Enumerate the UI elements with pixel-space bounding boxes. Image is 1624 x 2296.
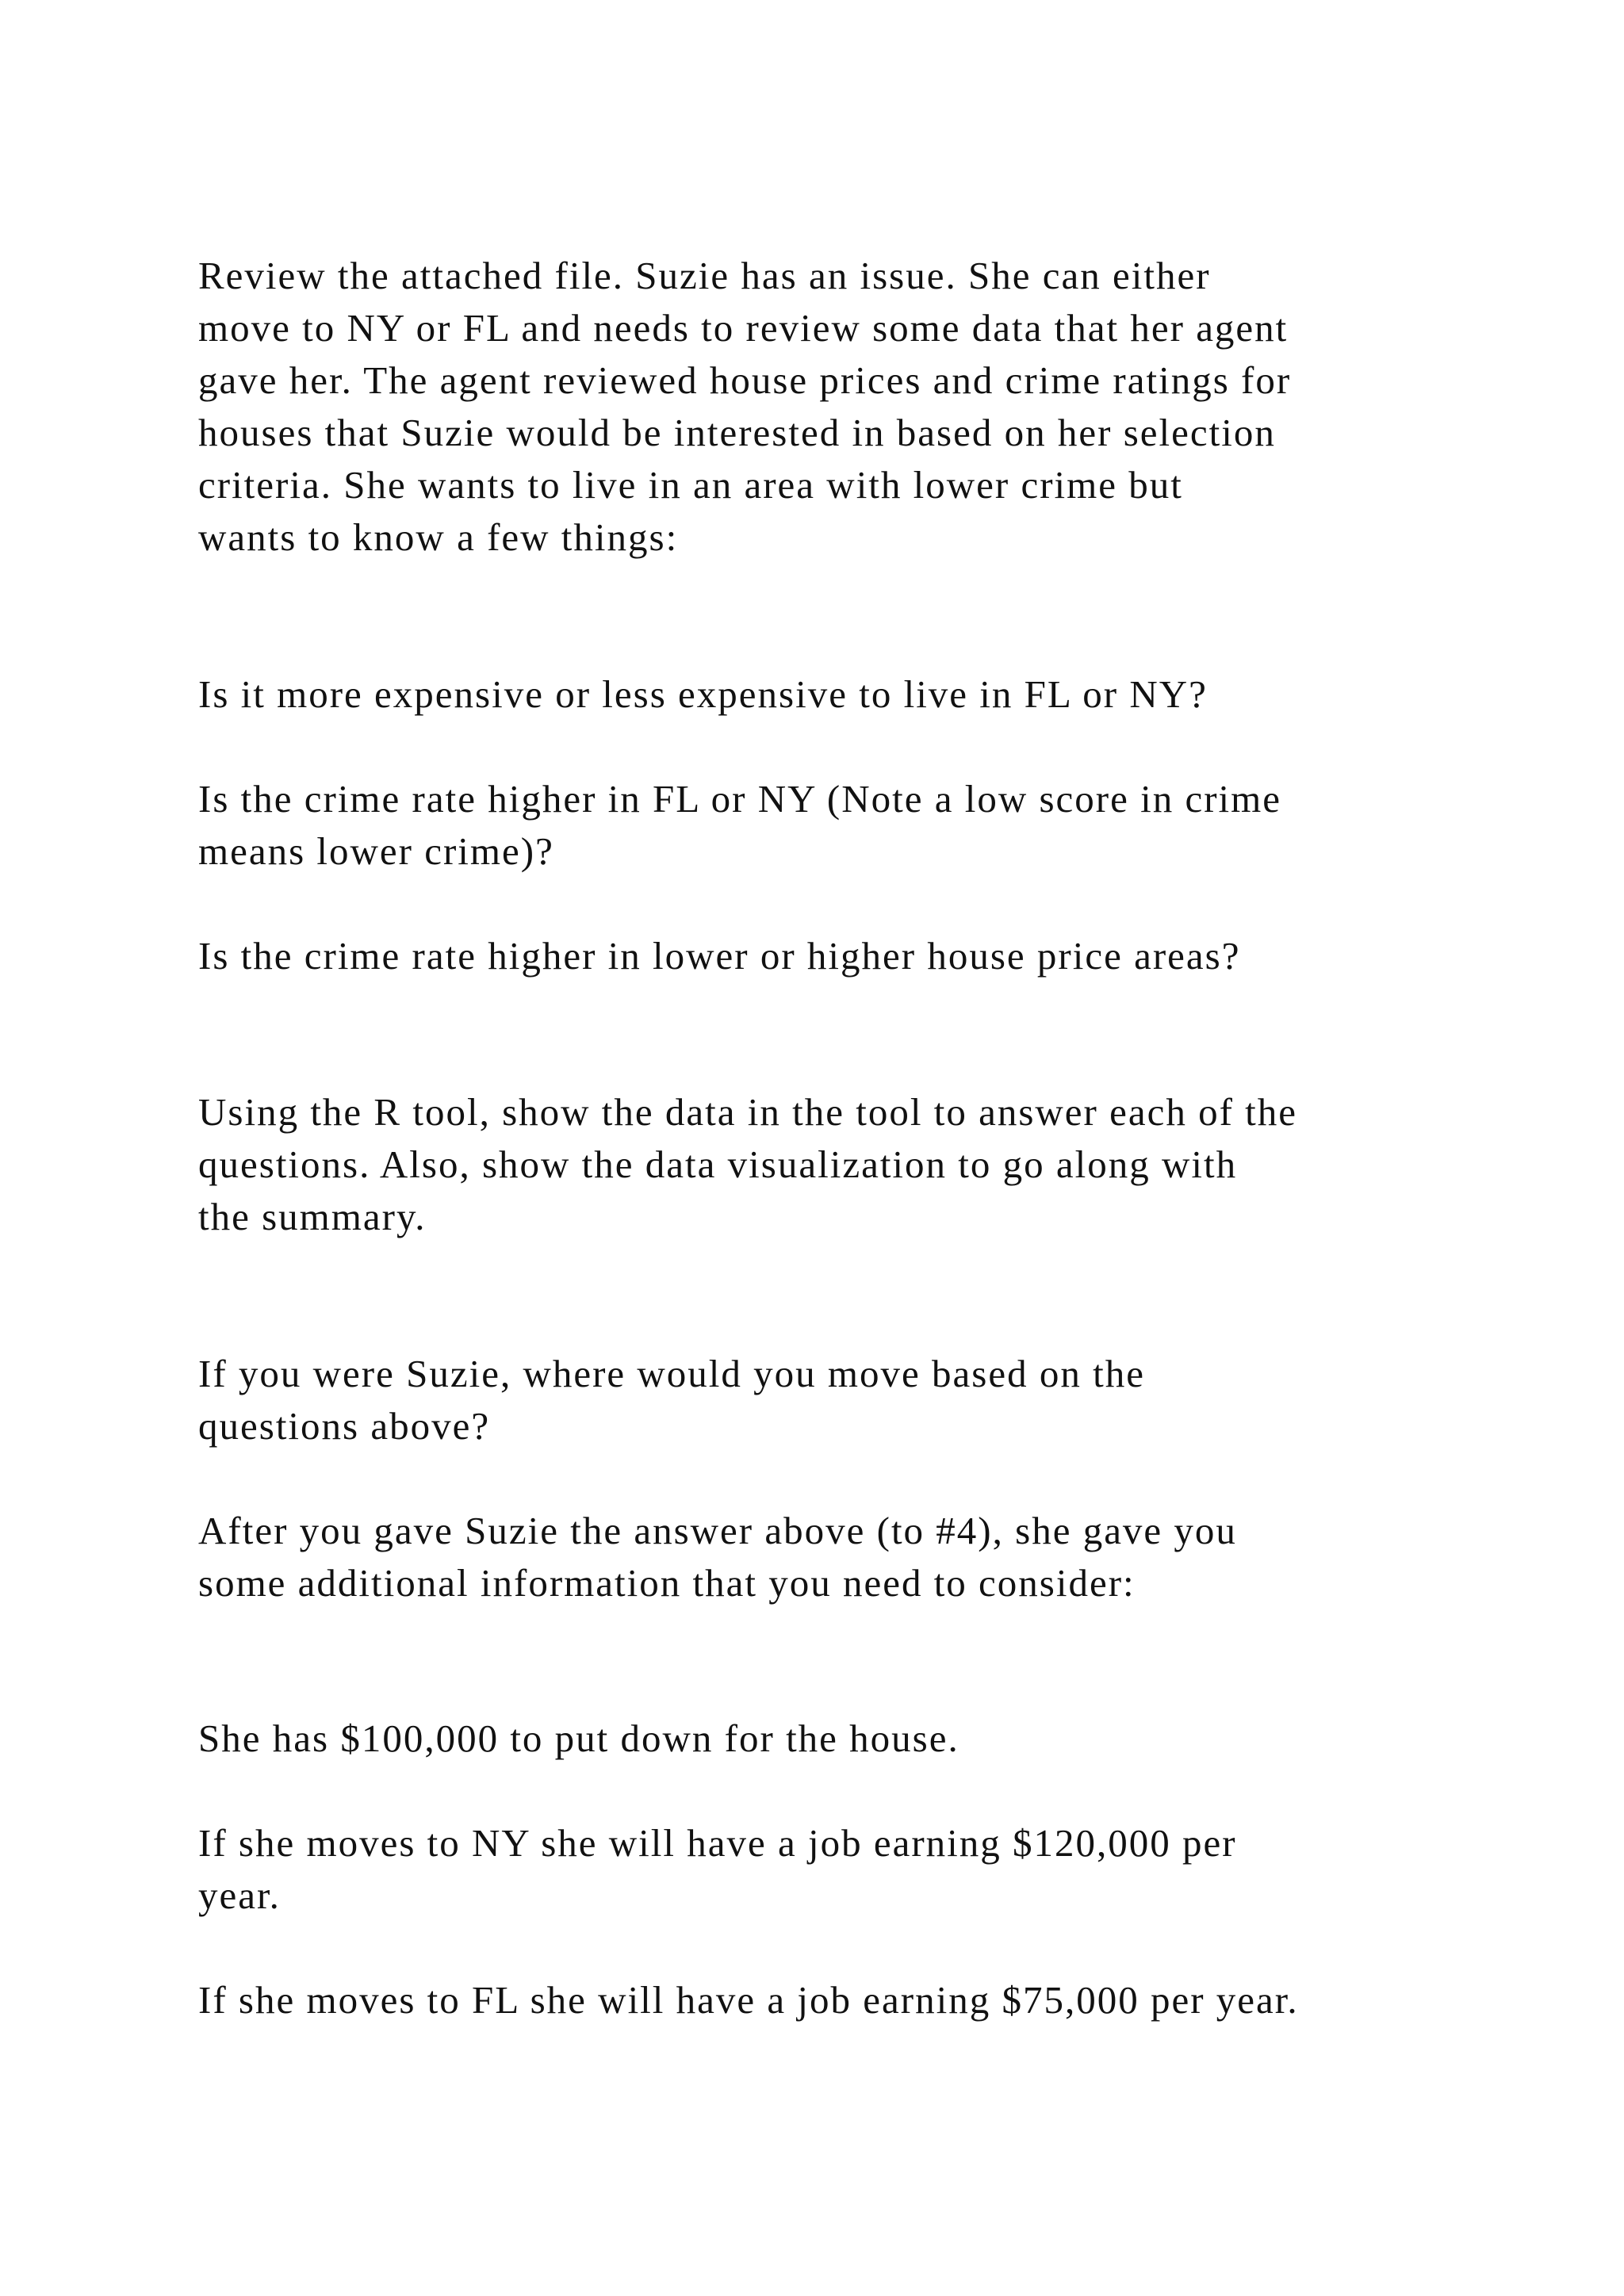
- intro-paragraph: Review the attached file. Suzie has an issue. She can either move to NY or FL and needs to review some data that her agent gave her. The agent reviewed house prices and crime ratings for houses that Suzie would be interested in based on her selection criteria. She wants to live in an area with lower crime but wants to know a few things:: [198, 254, 1292, 559]
- info-ny-salary: If she moves to NY she will have a job earning $120,000 per year.: [198, 1821, 1237, 1917]
- question-cost: Is it more expensive or less expensive to live in FL or NY?: [198, 672, 1208, 716]
- question-move: If you were Suzie, where would you move based on the questions above?: [198, 1352, 1145, 1448]
- info-fl-salary: If she moves to FL she will have a job earning $75,000 per year.: [198, 1978, 1299, 2022]
- question-crime-price: Is the crime rate higher in lower or higher house price areas?: [198, 934, 1241, 978]
- additional-info-intro: After you gave Suzie the answer above (to #4), she gave you some additional information that you need to consider:: [198, 1509, 1237, 1605]
- info-down-payment: She has $100,000 to put down for the house.: [198, 1716, 959, 1760]
- r-tool-instruction: Using the R tool, show the data in the tool to answer each of the questions. Also, show the data visualization to go along with the summary.: [198, 1090, 1298, 1238]
- question-crime-state: Is the crime rate higher in FL or NY (Note a low score in crime means lower crime)?: [198, 777, 1282, 873]
